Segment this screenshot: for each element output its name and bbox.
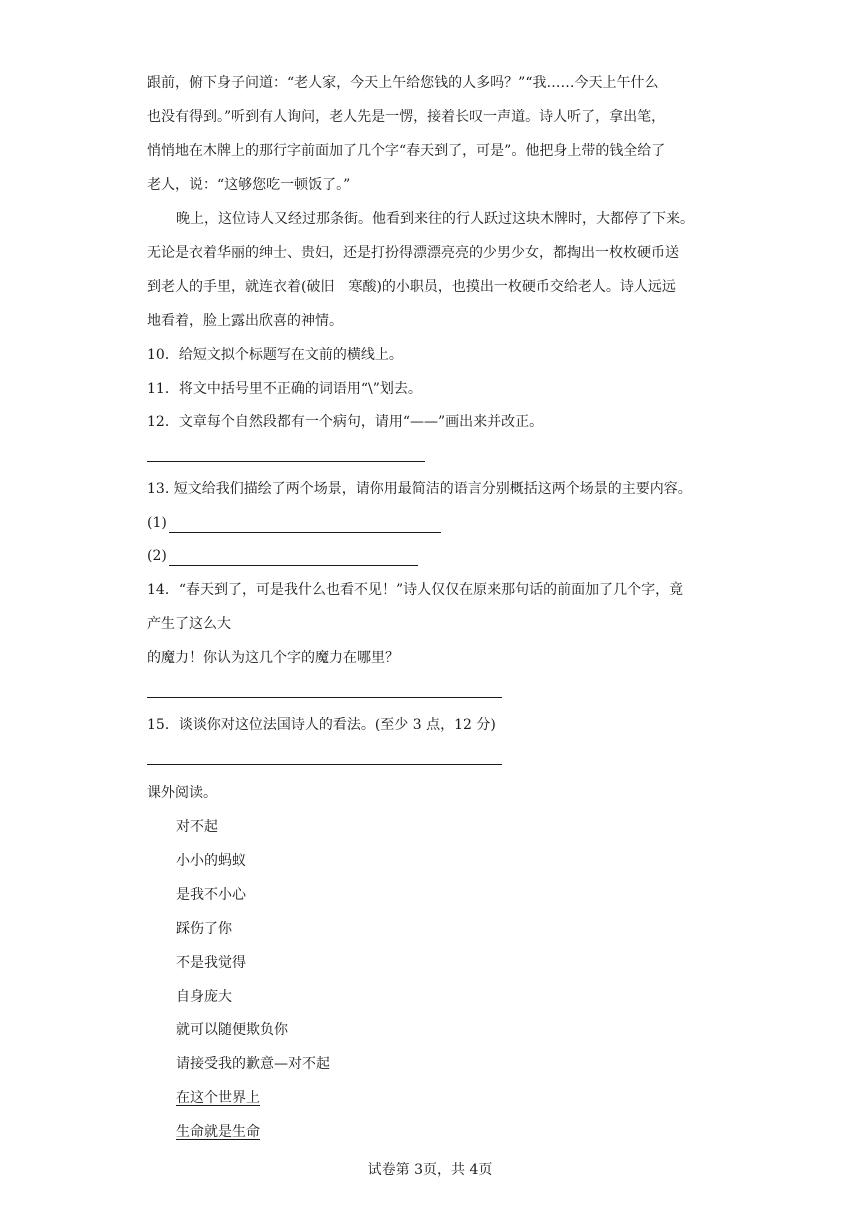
answer-blank-13-1[interactable] bbox=[169, 516, 441, 533]
passage-p2-line-1: 晚上，这位诗人又经过那条街。他看到来往的行人跃过这块木牌时，大都停了下来。 bbox=[176, 211, 694, 227]
poem-line-4: 踩伤了你 bbox=[176, 921, 232, 937]
passage-p1-line-1: 跟前，俯下身子问道：“老人家，今天上午给您钱的人多吗？”“我……今天上午什么 bbox=[147, 75, 659, 91]
question-15: 15．谈谈你对这位法国诗人的看法。(至少 3 点，12 分) bbox=[147, 717, 496, 733]
poem-line-8: 请接受我的歉意—对不起 bbox=[176, 1056, 330, 1072]
question-14-line-1: 14．“春天到了，可是我什么也看不见！”诗人仅仅在原来那句话的前面加了几个字，竟 bbox=[147, 582, 684, 598]
question-13: 13. 短文给我们描绘了两个场景，请你用最简洁的语言分别概括这两个场景的主要内容。 bbox=[147, 481, 692, 497]
answer-blank-13-2[interactable] bbox=[169, 549, 418, 566]
poem-line-6: 自身庞大 bbox=[176, 989, 232, 1005]
question-13-part-1-label: (1) bbox=[147, 515, 167, 531]
poem-line-2: 小小的蚂蚁 bbox=[176, 853, 246, 869]
question-13-part-1 bbox=[147, 513, 441, 533]
poem-line-3: 是我不小心 bbox=[176, 887, 246, 903]
answer-blank-12[interactable] bbox=[147, 461, 425, 462]
page-footer: 试卷第 3页，共 4页 bbox=[367, 1162, 493, 1178]
poem-line-underlined-2: 生命就是生命 bbox=[176, 1124, 260, 1140]
passage-p2-line-2: 无论是衣着华丽的绅士、贵妇，还是打扮得漂漂亮亮的少男少女，都掏出一枚枚硬币送 bbox=[147, 245, 679, 261]
poem-line-5: 不是我觉得 bbox=[176, 955, 246, 971]
answer-blank-14[interactable] bbox=[147, 697, 502, 698]
passage-p2-line-3: 到老人的手里，就连衣着(破旧 寒酸)的小职员，也摸出一枚硬币交给老人。诗人远远 bbox=[147, 279, 676, 295]
passage-p1-line-3: 悄悄地在木牌上的那行字前面加了几个字“春天到了，可是”。他把身上带的钱全给了 bbox=[147, 143, 666, 159]
passage-p1-line-4: 老人，说：“这够您吃一顿饭了。” bbox=[147, 177, 351, 193]
question-13-part-2-label: (2) bbox=[147, 548, 167, 564]
poem-line-7: 就可以随便欺负你 bbox=[176, 1022, 288, 1038]
passage-p2-line-4: 地看着，脸上露出欣喜的神情。 bbox=[147, 313, 343, 329]
question-14-line-2: 产生了这么大 bbox=[147, 616, 231, 632]
passage-p1-line-2: 也没有得到。”听到有人询问，老人先是一愣，接着长叹一声道。诗人听了，拿出笔， bbox=[147, 109, 666, 125]
extra-reading-heading: 课外阅读。 bbox=[147, 785, 217, 801]
question-11: 11．将文中括号里不正确的词语用“\”划去。 bbox=[147, 381, 422, 397]
answer-blank-15[interactable] bbox=[147, 764, 502, 765]
poem-line-underlined-1: 在这个世界上 bbox=[176, 1090, 260, 1106]
question-10: 10．给短文拟个标题写在文前的横线上。 bbox=[147, 347, 403, 363]
question-13-part-2 bbox=[147, 546, 418, 566]
question-12: 12．文章每个自然段都有一个病句，请用“——”画出来并改正。 bbox=[147, 414, 544, 430]
poem-line-1: 对不起 bbox=[176, 819, 218, 835]
question-14-line-3: 的魔力！你认为这几个字的魔力在哪里？ bbox=[147, 650, 399, 666]
